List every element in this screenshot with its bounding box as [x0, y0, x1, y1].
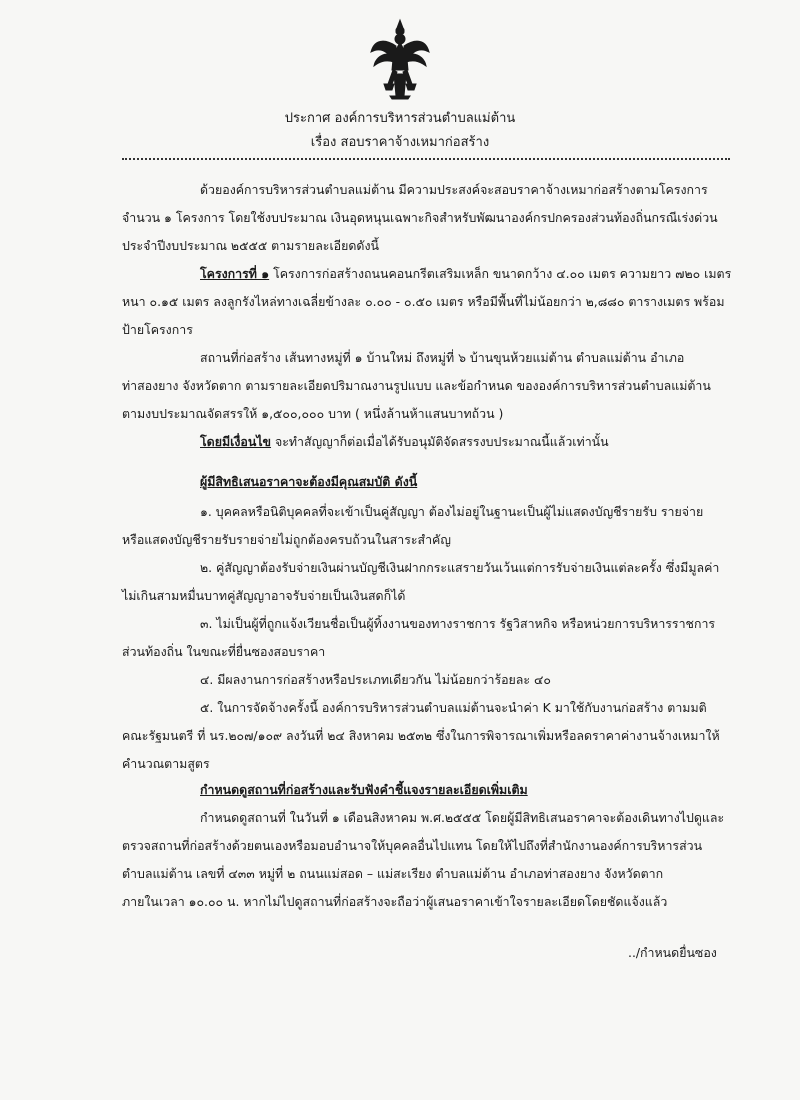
qualification-3-line-2: ส่วนท้องถิ่น ในขณะที่ยื่นซองสอบราคา: [122, 644, 326, 659]
intro-line-1: ด้วยองค์การบริหารส่วนตำบลแม่ต้าน มีความประสงค์จะสอบราคาจ้างเหมาก่อสร้างตามโครงการ: [200, 182, 708, 197]
dotted-divider: [122, 158, 730, 160]
qualification-1-line-2: หรือแสดงบัญชีรายรับรายจ่ายไม่ถูกต้องครบถ้วนในสาระสำคัญ: [122, 532, 451, 547]
qualifications-heading: ผู้มีสิทธิเสนอราคาจะต้องมีคุณสมบัติ ดังนี้: [200, 474, 418, 489]
qualification-2-line-1: ๒. คู่สัญญาต้องรับจ่ายเงินผ่านบัญชีเงินฝากกระแสรายวันเว้นแต่การรับจ่ายเงินแต่ละครั้ง ซึ่งมีมูลค่า: [200, 560, 720, 575]
garuda-emblem-icon: [370, 18, 430, 100]
qualification-4: ๔. มีผลงานการก่อสร้างหรือประเภทเดียวกัน ไม่น้อยกว่าร้อยละ ๔๐: [200, 672, 551, 687]
project-line-2: หนา ๐.๑๕ เมตร ลงลูกรังไหล่ทางเฉลี่ยข้างละ ๐.๐๐ - ๐.๕๐ เมตร หรือมีพื้นที่ไม่น้อยกว่า ๒,๘๘๐ ตารางเมตร พร้อม: [122, 294, 725, 309]
qualification-2-line-2: ไม่เกินสามหมื่นบาทคู่สัญญาอาจรับจ่ายเป็นเงินสดก็ได้: [122, 588, 406, 603]
location-line-3: ตามงบประมาณจัดสรรให้ ๑,๕๐๐,๐๐๐ บาท ( หนึ่งล้านห้าแสนบาทถ้วน ): [122, 406, 504, 421]
intro-line-3: ประจำปีงบประมาณ ๒๕๕๕ ตามรายละเอียดดังนี้: [122, 238, 379, 253]
continued-marker: ../กำหนดยื่นซอง: [628, 945, 717, 960]
condition-line: [200, 434, 609, 450]
inspection-heading: กำหนดดูสถานที่ก่อสร้างและรับฟังคำชี้แจงรายละเอียดเพิ่มเติม: [200, 782, 528, 797]
announcement-subject: เรื่อง สอบราคาจ้างเหมาก่อสร้าง: [310, 135, 490, 150]
project-description: โครงการก่อสร้างถนนคอนกรีตเสริมเหล็ก ขนาดกว้าง ๔.๐๐ เมตร ความยาว ๗๒๐ เมตร: [269, 266, 732, 281]
qualification-5-line-3: คำนวณตามสูตร: [122, 756, 210, 771]
condition-text: จะทำสัญญาก็ต่อเมื่อได้รับอนุมัติจัดสรรงบประมาณนี้แล้วเท่านั้น: [271, 434, 609, 449]
qualification-3-line-1: ๓. ไม่เป็นผู้ที่ถูกแจ้งเวียนชื่อเป็นผู้ทิ้งงานของทางราชการ รัฐวิสาหกิจ หรือหน่วยการบริหารราชการ: [200, 616, 716, 631]
inspection-line-1: กำหนดดูสถานที่ ในวันที่ ๑ เดือนสิงหาคม พ.ศ.๒๕๕๕ โดยผู้มีสิทธิเสนอราคาจะต้องเดินทางไปดูและ: [200, 810, 725, 825]
project-line-3: ป้ายโครงการ: [122, 322, 193, 337]
inspection-line-2: ตรวจสถานที่ก่อสร้างด้วยตนเองหรือมอบอำนาจให้บุคคลอื่นไปแทน โดยให้ไปถึงที่สำนักงานองค์การบริหารส่วน: [122, 838, 703, 853]
project-line-1: [200, 266, 731, 282]
announcement-title: ประกาศ องค์การบริหารส่วนตำบลแม่ต้าน: [284, 111, 516, 126]
qualification-5-line-2: คณะรัฐมนตรี ที่ นร.๒๐๗/๑๐๙ ลงวันที่ ๒๔ สิงหาคม ๒๕๓๒ ซึ่งในการพิจารณาเพิ่มหรือลดราคาค่างานจ้างเหมาให้: [122, 728, 720, 743]
inspection-line-4: ภายในเวลา ๑๐.๐๐ น. หากไม่ไปดูสถานที่ก่อสร้างจะถือว่าผู้เสนอราคาเข้าใจรายละเอียดโดยชัดแจ้งแล้ว: [122, 894, 668, 909]
location-line-1: สถานที่ก่อสร้าง เส้นทางหมู่ที่ ๑ บ้านใหม่ ถึงหมู่ที่ ๖ บ้านขุนห้วยแม่ต้าน ตำบลแม่ต้าน อำเภอ: [200, 350, 685, 365]
condition-label: โดยมีเงื่อนไข: [200, 434, 272, 449]
intro-line-2: จำนวน ๑ โครงการ โดยใช้งบประมาณ เงินอุดหนุนเฉพาะกิจสำหรับพัฒนาองค์กรปกครองส่วนท้องถิ่นกรณีเร่งด่วน: [122, 210, 718, 225]
project-label: โครงการที่ ๑: [200, 266, 270, 281]
inspection-line-3: ตำบลแม่ต้าน เลขที่ ๔๓๓ หมู่ที่ ๒ ถนนแม่สอด – แม่สะเรียง ตำบลแม่ต้าน อำเภอท่าสองยาง จังหวัดตาก: [122, 866, 664, 881]
qualification-5-line-1: ๕. ในการจัดจ้างครั้งนี้ องค์การบริหารส่วนตำบลแม่ต้านจะนำค่า K มาใช้กับงานก่อสร้าง ตามมติ: [200, 700, 707, 715]
qualification-1-line-1: ๑. บุคคลหรือนิติบุคคลที่จะเข้าเป็นคู่สัญญา ต้องไม่อยู่ในฐานะเป็นผู้ไม่แสดงบัญชีรายรับ รายจ่าย: [200, 504, 704, 519]
location-line-2: ท่าสองยาง จังหวัดตาก ตามรายละเอียดปริมาณงานรูปแบบ และข้อกำหนด ขององค์การบริหารส่วนตำบลแม่ต้าน: [122, 378, 711, 393]
